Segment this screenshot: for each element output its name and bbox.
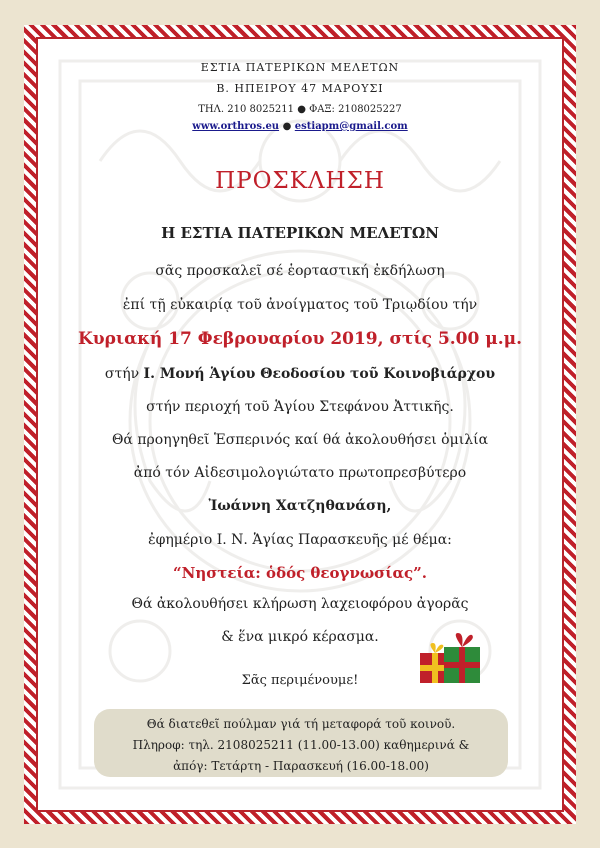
gift-boxes-icon bbox=[418, 631, 484, 685]
website-link[interactable]: www.orthros.eu bbox=[192, 121, 280, 132]
venue-line bbox=[40, 366, 560, 382]
email-link[interactable]: estiapm@gmail.com bbox=[294, 121, 408, 132]
header-org-name: ΕΣΤΙΑ ΠΑΤΕΡΙΚΩΝ ΜΕΛΕΤΩΝ bbox=[200, 61, 400, 74]
event-date: Κυριακή 17 Φεβρουαρίου 2019, στίς 5.00 μ.μ. bbox=[78, 329, 522, 349]
contact-separator: ● bbox=[282, 121, 292, 132]
venue-name: Ι. Μονή Ἁγίου Θεοδοσίου τοῦ Κοινοβιάρχου bbox=[143, 366, 496, 382]
body-line-10: Θά ἀκολουθήσει κλήρωση λαχειοφόρου ἀγορᾶς bbox=[131, 596, 469, 612]
header-address: Β. ΗΠΕΙΡΟΥ 47 ΜΑΡΟΥΣΙ bbox=[216, 82, 384, 95]
talk-topic: “Νηστεία: ὁδός θεογνωσίας”. bbox=[172, 564, 427, 582]
transport-info-box bbox=[94, 709, 508, 777]
body-line-8: ἐφημέριο Ι. Ν. Ἁγίας Παρασκευῆς μέ θέμα: bbox=[148, 532, 452, 548]
body-line-2: ἐπί τῇ εὐκαιρίᾳ τοῦ ἀνοίγματος τοῦ Τριῳδίου τήν bbox=[122, 297, 478, 313]
body-line-1: σᾶς προσκαλεῖ σέ ἑορταστική ἐκδήλωση bbox=[155, 263, 445, 279]
venue-prefix: στήν bbox=[104, 366, 140, 382]
body-line-5: Θά προηγηθεῖ Ἑσπερινός καί θά ἀκολουθήσει ὁμιλία bbox=[111, 432, 489, 448]
invitation-content bbox=[40, 41, 560, 808]
header-contacts bbox=[40, 121, 560, 132]
page-title: ΠΡΟΣΚΛΗΣΗ bbox=[215, 168, 385, 194]
info-line-3: ἀπόγ: Τετάρτη - Παρασκευή (16.00-18.00) bbox=[173, 759, 429, 773]
info-line-2: Πληροφ: τηλ. 2108025211 (11.00-13.00) καθημερινά & bbox=[132, 738, 470, 752]
speaker-name: Ἰωάννη Χατζηθανάση, bbox=[208, 498, 392, 514]
body-line-4: στήν περιοχή τοῦ Ἁγίου Στεφάνου Ἀττικῆς. bbox=[146, 399, 454, 415]
closing-line: Σᾶς περιμένουμε! bbox=[241, 673, 359, 688]
info-line-1: Θά διατεθεῖ πούλμαν γιά τή μεταφορά τοῦ κοινοῦ. bbox=[146, 717, 456, 731]
body-line-6: ἀπό τόν Αἰδεσιμολογιώτατο πρωτοπρεσβύτερο bbox=[133, 465, 467, 481]
header-phones: ΤΗΛ. 210 8025211 ● ΦΑΞ: 2108025227 bbox=[198, 104, 402, 115]
body-line-11: & ἕνα μικρό κέρασμα. bbox=[221, 629, 379, 645]
body-org-line: Η ΕΣΤΙΑ ΠΑΤΕΡΙΚΩΝ ΜΕΛΕΤΩΝ bbox=[161, 224, 439, 242]
